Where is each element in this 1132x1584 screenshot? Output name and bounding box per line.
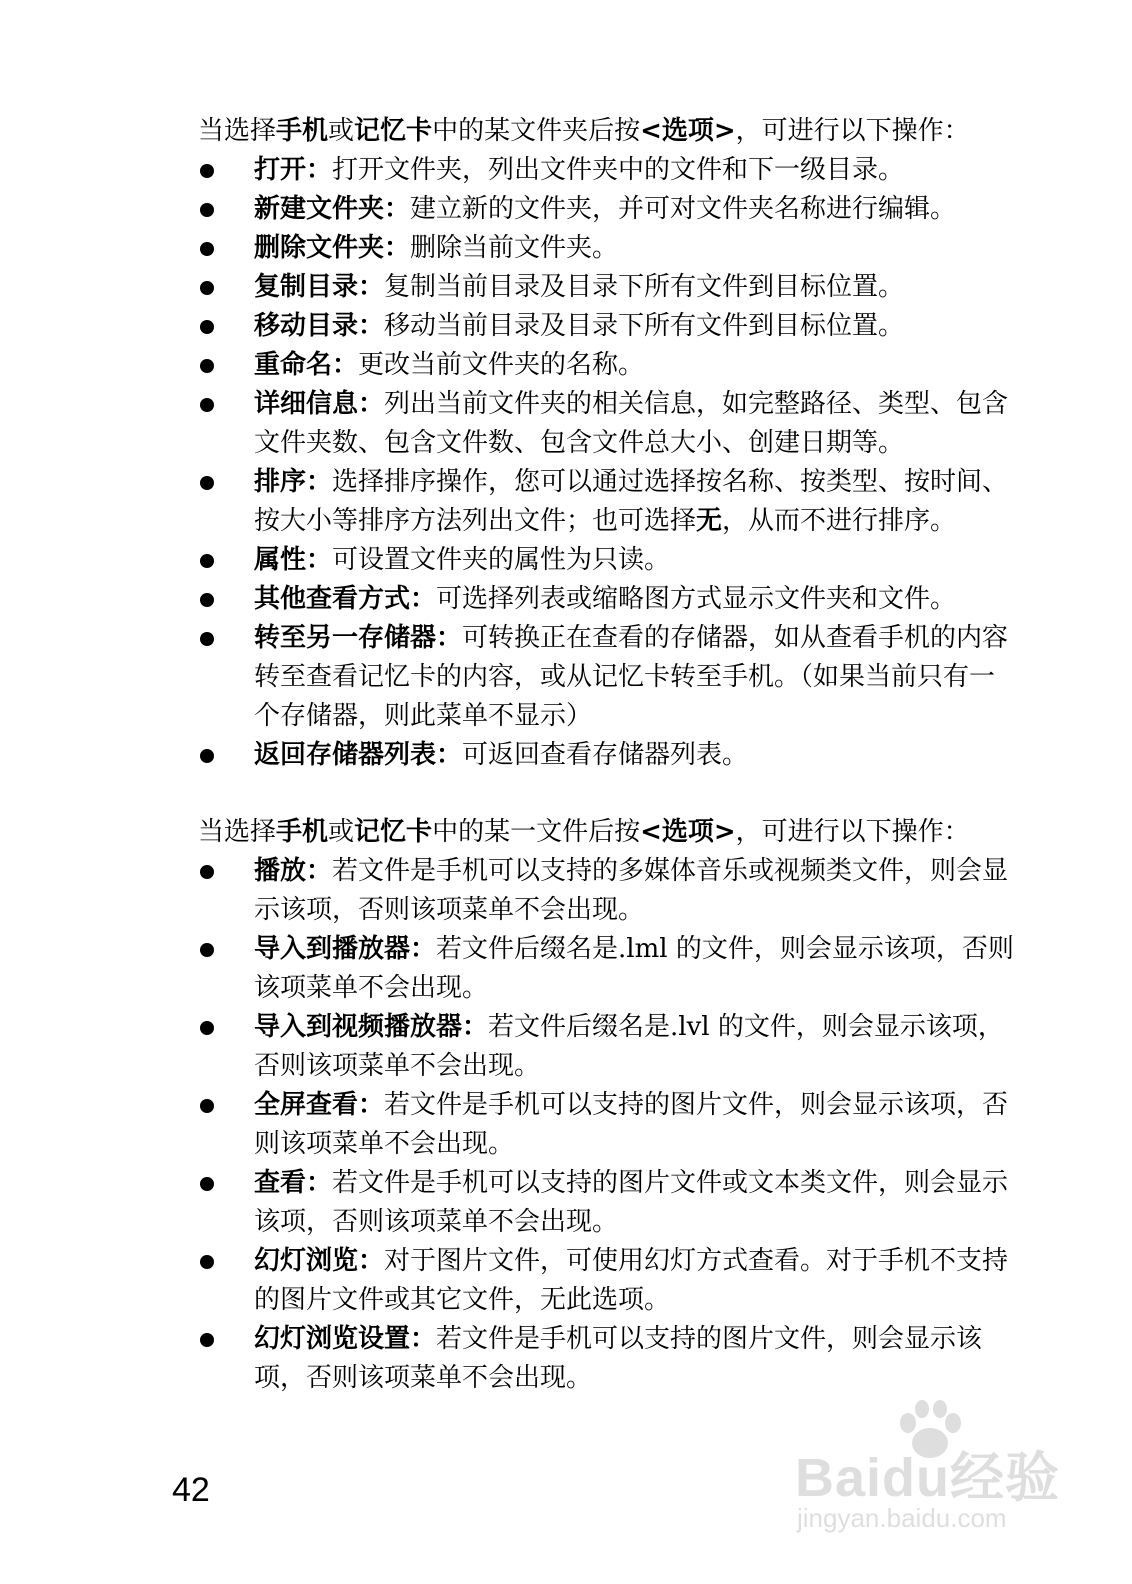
bullet-icon [200,749,214,763]
item-text: 若文件是手机可以支持的多媒体音乐或视频类文件，则会显示该项，否则该项菜单不会出现。 [254,856,1009,925]
list-item [198,580,1018,619]
page-number: 42 [172,1471,210,1509]
bullet-icon [200,593,214,607]
intro-text: 当选择 [198,116,277,146]
item-text: 若文件后缀名是.lml 的文件，则会显示该项，否则该项菜单不会出现。 [254,934,1014,1003]
intro-text: ，可进行以下操作： [735,817,970,847]
intro-term-options: <选项> [640,817,736,847]
list-item [198,1164,1018,1242]
bullet-icon [200,1177,214,1191]
list-item [198,1320,1018,1398]
list-item [198,1242,1018,1320]
list-item [198,930,1018,1008]
item-term: 播放： [254,856,333,886]
item-term: 全屏查看： [254,1090,385,1120]
item-text: 删除当前文件夹。 [410,233,619,263]
list-item [198,190,1018,229]
item-text: 打开文件夹，列出文件夹中的文件和下一级目录。 [332,155,905,185]
bullet-icon [200,476,214,490]
bullet-icon [200,359,214,373]
bullet-icon [200,203,214,217]
item-term: 详细信息： [254,389,385,419]
bullet-icon [200,554,214,568]
item-term: 查看： [254,1168,333,1198]
item-text: 建立新的文件夹，并可对文件夹名称进行编辑。 [410,194,957,224]
item-term: 排序： [254,467,333,497]
item-term: 移动目录： [254,311,385,341]
item-text: 选择排序操作，您可以通过选择按名称、按类型、按时间、按大小等排序方法列出文件；也可选择 [254,467,1009,536]
item-text: 若文件是手机可以支持的图片文件或文本类文件，则会显示该项，否则该项菜单不会出现。 [254,1168,1009,1237]
section1-intro [198,112,1018,151]
item-term: 打开： [254,155,333,185]
item-text: 可选择列表或缩略图方式显示文件夹和文件。 [436,584,957,614]
bullet-icon [200,1021,214,1035]
intro-term-memory-card: 记忆卡 [354,817,433,847]
list-item [198,151,1018,190]
bullet-icon [200,320,214,334]
list-item [198,619,1018,736]
list-item [198,736,1018,775]
item-text: 复制当前目录及目录下所有文件到目标位置。 [384,272,905,302]
document-body [198,112,1018,1398]
item-term: 其他查看方式： [254,584,437,614]
bullet-icon [200,865,214,879]
item-text: 对于图片文件，可使用幻灯方式查看。对于手机不支持的图片文件或其它文件，无此选项。 [254,1246,1009,1315]
item-text: ，从而不进行排序。 [722,506,957,536]
item-text: 可设置文件夹的属性为只读。 [332,545,671,575]
item-term: 幻灯浏览： [254,1246,385,1276]
item-text: 列出当前文件夹的相关信息，如完整路径、类型、包含文件夹数、包含文件数、包含文件总大小、创建日期等。 [254,389,1009,458]
item-term: 复制目录： [254,272,385,302]
item-term: 新建文件夹： [254,194,411,224]
intro-term-memory-card: 记忆卡 [354,116,433,146]
item-term: 导入到视频播放器： [254,1012,489,1042]
watermark-brand: Baidu经验 [795,1448,1061,1508]
baidu-watermark [795,1395,1060,1545]
item-text: 若文件是手机可以支持的图片文件，则会显示该项，否则该项菜单不会出现。 [254,1090,1009,1159]
bullet-icon [200,943,214,957]
intro-text: 中的某文件夹后按 [432,116,641,146]
item-text: 若文件是手机可以支持的图片文件，则会显示该项，否则该项菜单不会出现。 [254,1324,983,1393]
list-item [198,346,1018,385]
bullet-icon [200,632,214,646]
intro-text: 或 [328,116,355,146]
intro-text: 中的某一文件后按 [432,817,641,847]
list-item [198,541,1018,580]
item-term: 导入到播放器： [254,934,437,964]
intro-text: 或 [328,817,355,847]
list-item [198,852,1018,930]
item-text: 移动当前目录及目录下所有文件到目标位置。 [384,311,905,341]
item-term: 转至另一存储器： [254,623,463,653]
list-item [198,385,1018,463]
item-text: 更改当前文件夹的名称。 [358,350,645,380]
intro-text: ，可进行以下操作： [735,116,970,146]
item-term: 删除文件夹： [254,233,411,263]
intro-term-options: <选项> [640,116,736,146]
list-item [198,1008,1018,1086]
item-term: 属性： [254,545,333,575]
intro-term-phone: 手机 [276,116,329,146]
item-term: 返回存储器列表： [254,740,463,770]
list-item [198,268,1018,307]
bullet-icon [200,242,214,256]
intro-text: 当选择 [198,817,277,847]
bullet-icon [200,1333,214,1347]
file-options-list [198,852,1018,1398]
list-item [198,229,1018,268]
bullet-icon [200,1099,214,1113]
item-term: 重命名： [254,350,359,380]
item-text: 可转换正在查看的存储器，如从查看手机的内容转至查看记忆卡的内容，或从记忆卡转至手机。（如果当前只有一个存储器，则此菜单不显示） [254,623,1009,731]
bullet-icon [200,281,214,295]
watermark-url: jingyan.baidu.com [797,1503,1007,1533]
bullet-icon [200,398,214,412]
section2-intro [198,813,1018,852]
list-item [198,1086,1018,1164]
bullet-icon [200,164,214,178]
bullet-icon [200,1255,214,1269]
section2 [198,813,1018,1398]
item-text: 若文件后缀名是.lvl 的文件，则会显示该项，否则该项菜单不会出现。 [254,1012,1004,1081]
intro-term-phone: 手机 [276,817,329,847]
item-text: 可返回查看存储器列表。 [462,740,749,770]
list-item [198,307,1018,346]
item-term-none: 无 [696,506,723,536]
folder-options-list [198,151,1018,775]
item-term: 幻灯浏览设置： [254,1324,437,1354]
list-item [198,463,1018,541]
